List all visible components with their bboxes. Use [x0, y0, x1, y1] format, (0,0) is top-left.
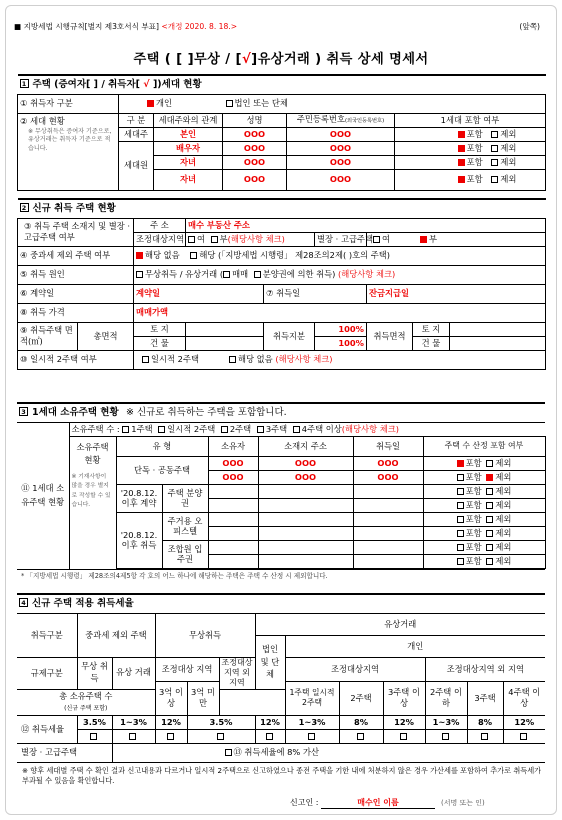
acquisition-cause-option[interactable]: 무상취득 / 유상거래 ( 매매 분양권에 의한 취득) (해당사항 체크): [134, 265, 546, 284]
page-side: (앞쪽): [519, 22, 540, 31]
rate-checkbox[interactable]: [442, 733, 449, 740]
law-reference: ■ 지방세법 시행규칙[별지 제3호서식 부표] <개정 2020. 8. 18.>: [14, 22, 238, 31]
section4-title: 4 신규 주택 적용 취득세율: [17, 594, 545, 613]
section1-household-table: 1 주택 (증여자[ ] / 취득자[ √ ])세대 현황 ① 취득자 구분 개인 법인 또는 단체 ② 세대 현황 ※ 무상취득은 증여자 기준으로, 유상거래는 취득자 기준으로 적습니다. 구 분 세대주와의 관계 성명 주민등록번호(외국인등록번호) 1세대 포함 여부 세대주 본인 OOO OOO 포함 제외 세대원 배우자 OOO OOO 포함 제외 자녀 OOO OOO 포함 제외 자녀 OOO OOO 포함 제외: [17, 74, 546, 191]
rate-checkbox[interactable]: [400, 733, 407, 740]
include-option[interactable]: 포함 제외: [423, 498, 545, 512]
section3-title: 3 1세대 소유주택 현황 ※ 신규로 취득하는 주택을 포함합니다.: [17, 403, 545, 422]
rate-checkbox[interactable]: [129, 733, 136, 740]
acquisition-date-value: 잔금지급일: [367, 284, 546, 303]
address-value: 매수 부동산 주소: [186, 218, 546, 232]
rate-checkbox[interactable]: [481, 733, 488, 740]
section2-title: 2 신규 취득 주택 현황: [18, 199, 546, 218]
acquirer-type-label: ① 취득자 구분: [18, 94, 119, 113]
include-option[interactable]: 포함 제외: [423, 540, 545, 554]
rate-checkbox[interactable]: [90, 733, 97, 740]
acquirer-corp-option[interactable]: 법인 또는 단체: [223, 94, 546, 113]
section3-footnote: * 「지방세법 시행령」 제28조의4제5항 각 호의 어느 하나에 해당하는 주택은 주택 수 산정 시 제외합니다.: [17, 569, 545, 583]
include-option[interactable]: 포함 제외: [395, 155, 546, 169]
include-option[interactable]: 포함 제외: [423, 470, 545, 484]
signature-line: 신고인 : 매수인 이름 (서명 또는 인): [290, 798, 485, 807]
villa-surcharge-option[interactable]: ⑬ 취득세율에 8% 가산: [112, 743, 545, 762]
include-option[interactable]: 포함 제외: [395, 127, 546, 141]
section2-new-house-table: 2 신규 취득 주택 현황 ③ 취득 주택 소재지 및 별장 · 고급주택 여부 주 소 매수 부동산 주소 조정대상지역 여 부(해당사항 체크) 별장 · 고급주택 여 부 ④ 중과세 제외 주택 여부 해당 없음 해당 (「지방세법 시행령」 제28조의2제( )호의 주택) ⑤ 취득 원인 무상취득 / 유상거래 ( 매매 분양권에 의한 취득) (해당사항 체크) ⑥ 계약일 계약일 ⑦ 취득일 잔금지급일 ⑧ 취득 가격 매매가액 ⑨ 취득주택 면적(㎡) 총면적 토 지 취득지분 100% 취득면적 토 지 건 물 100% 건 물 ⑩ 일시적 2주택 여부 일시적 2주택 해당 없음 (해당사항 체크): [17, 198, 546, 370]
include-option[interactable]: 포함 제외: [395, 169, 546, 190]
adjustment-area-option[interactable]: 여 부(해당사항 체크): [186, 232, 315, 246]
checkbox-empty-icon[interactable]: [226, 100, 233, 107]
rate-checkbox[interactable]: [167, 733, 174, 740]
share-land-value: 100%: [315, 322, 367, 336]
share-building-value: 100%: [315, 336, 367, 350]
rate-checkbox[interactable]: [308, 733, 315, 740]
include-option[interactable]: 포함 제외: [395, 141, 546, 155]
page-title: 주택 ( [ ]무상 / [√]유상거래 ) 취득 상세 명세서: [133, 52, 429, 67]
signer-name[interactable]: 매수인 이름: [321, 797, 435, 809]
rate-checkbox[interactable]: [520, 733, 527, 740]
rate-checkbox[interactable]: [266, 733, 273, 740]
include-option[interactable]: 포함 제외: [423, 484, 545, 498]
section1-check-mark: √: [143, 79, 150, 91]
title-check-mark: √: [241, 52, 252, 67]
rate-checkbox[interactable]: [217, 733, 224, 740]
temporary-two-house-option[interactable]: 일시적 2주택 해당 없음 (해당사항 체크): [134, 350, 546, 369]
owned-count-option[interactable]: 소유주택 수 : 1주택 일시적 2주택 2주택 3주택 4주택 이상(해당사항 체크): [69, 422, 545, 436]
owned-status-label: 소유주택 현황 ※ 기재사항이 많을 경우 별지로 작성할 수 있습니다.: [69, 436, 116, 569]
contract-date-value: 계약일: [134, 284, 264, 303]
section3-owned-houses-table: 3 1세대 소유주택 현황 ※ 신규로 취득하는 주택을 포함합니다. ⑪ 1세대 소유주택 현황 소유주택 수 : 1주택 일시적 2주택 2주택 3주택 4주택 이상(해당사항 체크) 소유주택 현황 ※ 기재사항이 많을 경우 별지로 작성할 수 있습니다. 유 형 소유자 소재지 주소 취득일 주택 수 산정 포함 여부 단독 · 공동주택 OOO OOO OOO 포함 제외 OOO OOO OOO 포함 제외 '20.8.12. 이후 계약 주택 분양권 포함 제외 포함 제외 '20.8.12. 이후 취득 주거용 오피스텔 포함 제외 포함 제외 조합원 입주권 포함 제외 포함 제외 * 「지방세법 시행령」 제28조의4제5항 각 호의 어느 하나에 해당하는 주택은 주택 수 산정 시 제외합니다.: [17, 402, 545, 583]
include-option[interactable]: 포함 제외: [423, 456, 545, 470]
include-option[interactable]: 포함 제외: [423, 512, 545, 526]
include-option[interactable]: 포함 제외: [423, 554, 545, 568]
revision-date: <개정 2020. 8. 18.>: [161, 22, 238, 31]
include-option[interactable]: 포함 제외: [423, 526, 545, 540]
heavy-tax-exclusion-option[interactable]: 해당 없음 해당 (「지방세법 시행령」 제28조의2제( )호의 주택): [134, 246, 546, 265]
section4-tax-rate-table: 4 신규 주택 적용 취득세율 취득구분 중과세 제외 주택 무상취득 유상거래 법인 및 단체 개인 규제구분 무상 취득 유상 거래 조정대상 지역 조정대상지역 외 지역 조정대상지역 조정대상지역 외 지역 3억 이상 3억 미만 1주택 일시적 2주택 2주택 3주택 이상 2주택 이하 3주택 4주택 이상 총 소유주택 수 (신규 주택 포함) ⑫ 취득세율 3.5% 1~3% 12% 3.5% 12% 1~3% 8% 12% 1~3% 8% 12% 별장 · 고급주택 ⑬ 취득세율에 8% 가산: [17, 593, 545, 763]
acquisition-price-value: 매매가액: [134, 303, 546, 322]
villa-option[interactable]: 여 부: [367, 232, 546, 246]
section1-title: 1 주택 (증여자[ ] / 취득자[ √ ])세대 현황: [18, 75, 546, 94]
acquirer-individual-option[interactable]: 개인: [119, 94, 223, 113]
rate-checkbox[interactable]: [357, 733, 364, 740]
footer-note: ※ 향후 세대별 주택 수 확인 결과 신고내용과 다르거나 일시적 2주택으로 신고하였으나 종전 주택을 기한 내에 처분하지 않은 경우 가산세를 포함하여 추가로 취득세가 부과될 수 있음을 확인합니다.: [22, 766, 542, 786]
checkbox-checked-icon[interactable]: [147, 100, 154, 107]
household-status-label: ② 세대 현황 ※ 무상취득은 증여자 기준으로, 유상거래는 취득자 기준으로 적습니다.: [18, 113, 119, 190]
